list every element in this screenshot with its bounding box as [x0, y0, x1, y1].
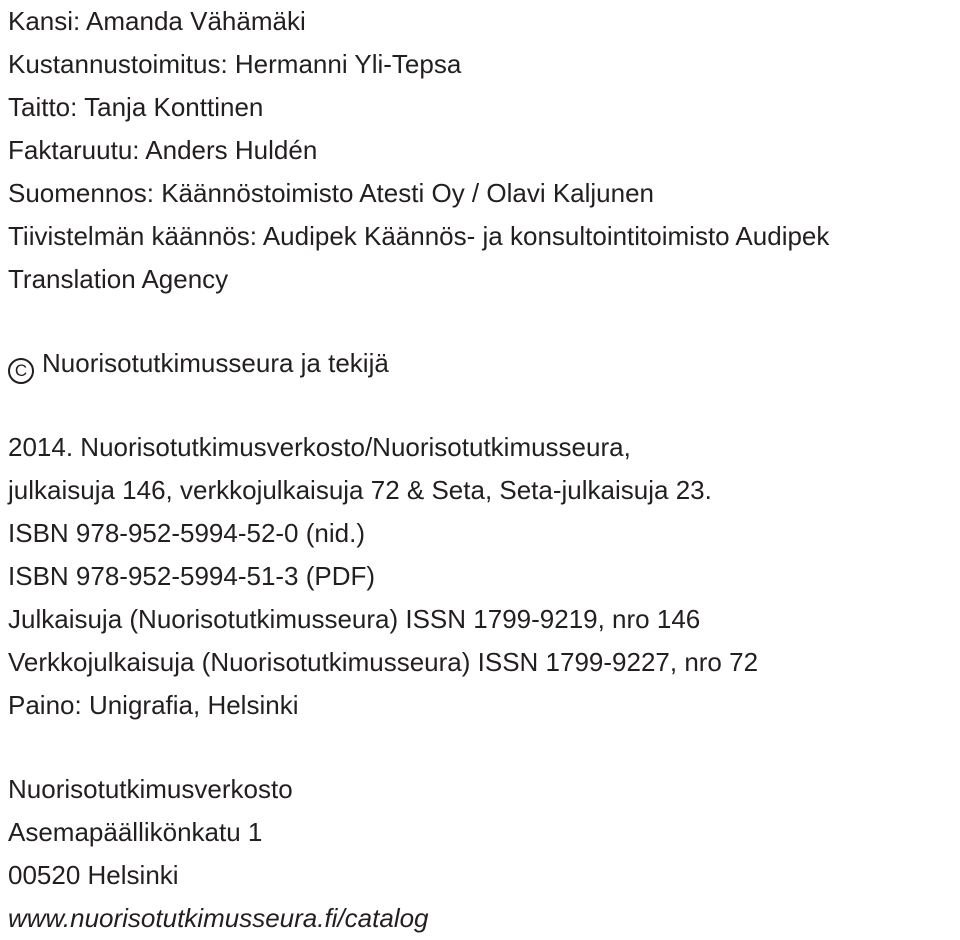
address-city: 00520 Helsinki	[8, 860, 179, 890]
address-organization: Nuorisotutkimusverkosto	[8, 774, 293, 804]
credit-summary-translation-cont: Translation Agency	[8, 264, 229, 294]
credit-editing: Kustannustoimitus: Hermanni Yli-Tepsa	[8, 49, 462, 79]
isbn-print: ISBN 978-952-5994-52-0 (nid.)	[8, 518, 365, 548]
credit-summary-translation: Tiivistelmän käännös: Audipek Käännös- ja konsultointitoimisto Audipek	[8, 221, 830, 251]
address-block	[8, 768, 958, 940]
publication-block	[8, 426, 958, 727]
isbn-pdf: ISBN 978-952-5994-51-3 (PDF)	[8, 561, 376, 591]
publication-year-publisher: 2014. Nuorisotutkimusverkosto/Nuorisotutkimusseura,	[8, 432, 631, 462]
spacer	[8, 727, 958, 768]
copyright-line	[8, 342, 958, 385]
publication-series: julkaisuja 146, verkkojulkaisuja 72 & Seta, Seta-julkaisuja 23.	[8, 475, 712, 505]
issn-print: Julkaisuja (Nuorisotutkimusseura) ISSN 1799-9219, nro 146	[8, 604, 701, 634]
credit-translation: Suomennos: Käännöstoimisto Atesti Oy / Olavi Kaljunen	[8, 178, 655, 208]
address-street: Asemapäällikönkatu 1	[8, 817, 263, 847]
spacer	[8, 301, 958, 342]
credits-block	[8, 0, 958, 301]
printer: Paino: Unigrafia, Helsinki	[8, 690, 299, 720]
spacer	[8, 385, 958, 426]
credit-cover: Kansi: Amanda Vähämäki	[8, 6, 306, 36]
catalog-link[interactable]: www.nuorisotutkimusseura.fi/catalog	[8, 903, 429, 933]
copyright-holder: Nuorisotutkimusseura ja tekijä	[42, 348, 389, 378]
copyright-icon: C	[8, 358, 34, 384]
issn-online: Verkkojulkaisuja (Nuorisotutkimusseura) ISSN 1799-9227, nro 72	[8, 647, 759, 677]
credit-fact-box: Faktaruutu: Anders Huldén	[8, 135, 318, 165]
colophon-page	[8, 0, 958, 940]
credit-layout: Taitto: Tanja Konttinen	[8, 92, 264, 122]
